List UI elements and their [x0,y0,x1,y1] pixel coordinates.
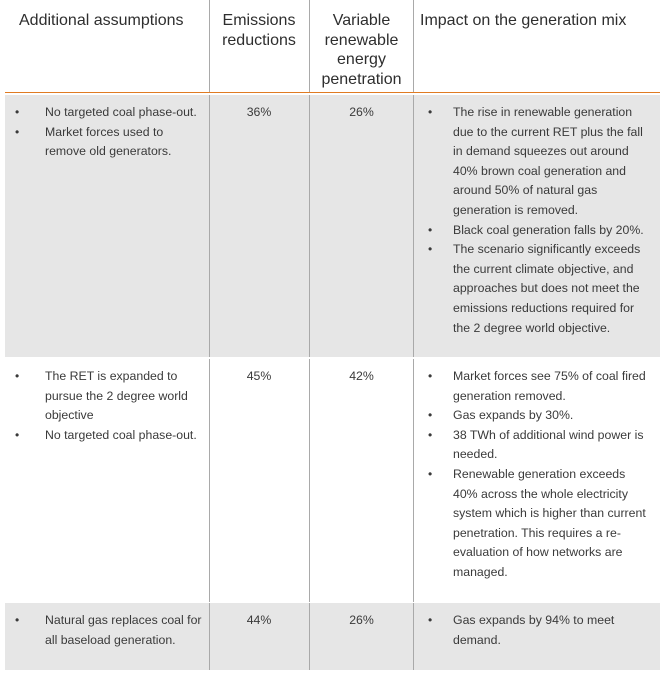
list-item: • No targeted coal phase-out. [5,103,209,123]
list-item: • Black coal generation falls by 20%. [413,221,660,241]
impact-cell [413,611,660,650]
list-item: • The rise in renewable generation due to the current RET plus the fall in demand squeezes out around 40% brown coal generation and around 50% of natural gas generation is removed. [428,105,643,217]
bullet: • [428,427,433,442]
emissions-reductions-value: 44% [246,613,272,627]
list-item: • Gas expands by 94% to meet demand. [428,613,615,647]
impact-cell [413,367,660,583]
column-divider [309,95,310,357]
assumptions-cell [5,367,209,445]
emissions-reductions-value: 36% [246,105,272,119]
table-row [5,603,660,670]
list-item: • Natural gas replaces coal for all baseload generation. [15,613,202,647]
emissions-reductions-value: 45% [246,369,272,383]
list-item: • Renewable generation exceeds 40% across the whole electricity system which is higher than current penetration. This requires a re-evaluation of how networks are managed. [428,466,646,579]
list-item: • Gas expands by 30%. [413,406,660,426]
bullet: • [428,222,433,237]
list-item: • 38 TWh of additional wind power is needed. [428,427,644,462]
bullet: • [15,369,20,383]
header-impact-generation-mix: Impact on the generation mix [420,12,627,29]
header-variable-renewable-penetration: Variable renewable energy penetration [321,12,402,88]
vre-penetration-value: 42% [349,369,374,383]
bullet: • [428,105,433,119]
assumptions-cell [5,103,209,162]
list-item: • Market forces used to remove old generators. [15,124,172,159]
bullet: • [428,466,433,481]
list-item: • The RET is expanded to pursue the 2 degree world objective [15,369,188,423]
column-divider [309,359,310,602]
list-item: • No targeted coal phase-out. [5,426,209,446]
header-additional-assumptions: Additional assumptions [19,12,184,29]
list-item: • Market forces see 75% of coal fired generation removed. [428,369,646,403]
table-row [5,95,660,357]
bullet: • [428,242,433,257]
bullet: • [15,124,20,139]
bullet: • [15,427,20,442]
bullet: • [428,408,433,423]
table-row [5,359,660,602]
column-divider [209,359,210,602]
list-item: • The scenario significantly exceeds the current climate objective, and approaches but does not meet the emissions reductions required for the 2 degree world objective. [428,242,641,335]
bullet: • [15,613,20,627]
vre-penetration-value: 26% [349,105,374,119]
scenario-table [5,0,660,670]
column-divider [309,0,310,92]
bullet: • [428,369,433,383]
column-divider [413,0,414,92]
column-divider [209,95,210,357]
bullet: • [428,613,433,627]
impact-cell [413,103,660,338]
vre-penetration-value: 26% [349,613,374,627]
table-header [5,0,660,93]
bullet: • [15,105,20,119]
column-divider [209,0,210,92]
assumptions-cell [5,611,209,650]
header-emissions-reductions: Emissions reductions [222,12,296,49]
